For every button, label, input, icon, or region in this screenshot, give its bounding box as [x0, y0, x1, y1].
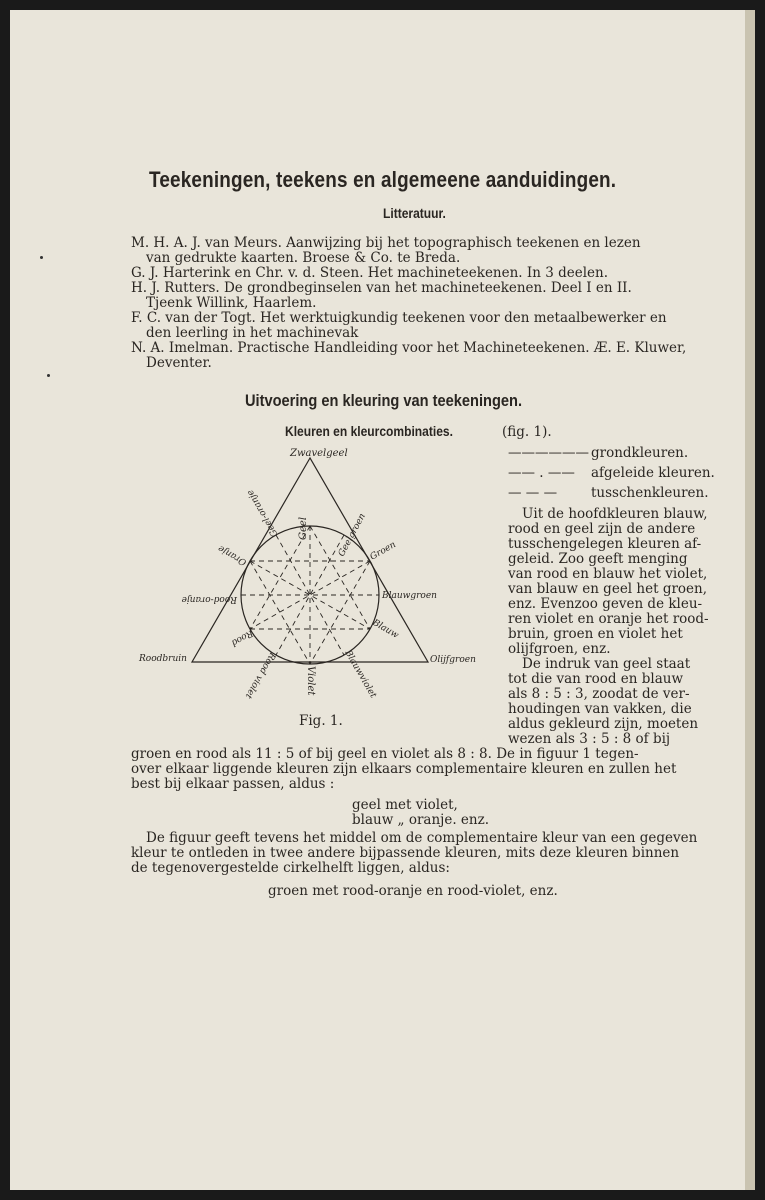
- legend-line-dashed: — — —: [508, 485, 558, 501]
- label-rood: Rood: [229, 627, 255, 648]
- label-geel: Geel: [298, 516, 309, 540]
- literature-line: H. J. Rutters. De grondbeginselen van het machineteekenen. Deel I en II.: [131, 280, 632, 296]
- side-line: houdingen van vakken, die: [508, 701, 692, 717]
- literature-line: Deventer.: [146, 355, 212, 371]
- pair-line: geel met violet,: [352, 797, 458, 813]
- literature-line: Tjeenk Willink, Haarlem.: [146, 295, 317, 311]
- label-geelgroen: Geelgroen: [336, 511, 368, 559]
- label-blauwviolet: Blauwviolet: [342, 648, 378, 700]
- literature-line: N. A. Imelman. Practische Handleiding voor het Machineteekenen. Æ. E. Kluwer,: [131, 340, 687, 356]
- literature-line: M. H. A. J. van Meurs. Aanwijzing bij het topographisch teekenen en lezen: [131, 235, 641, 251]
- closing-line: kleur te ontleden in twee andere bijpassende kleuren, mits deze kleuren binnen: [131, 845, 680, 861]
- literature-heading: Litteratuur.: [383, 205, 446, 221]
- label-oranje: Oranje: [216, 542, 249, 568]
- subsection-title: Kleuren en kleurcombinaties.: [285, 423, 453, 439]
- pair-line: blauw „ oranje. enz.: [352, 812, 490, 828]
- final-line: groen met rood-oranje en rood-violet, enz.: [268, 883, 558, 899]
- legend-label: tusschenkleuren.: [591, 485, 709, 501]
- side-line: geleid. Zoo geeft menging: [508, 551, 688, 567]
- label-blauwgroen: Blauwgroen: [382, 591, 437, 601]
- side-line: enz. Evenzoo geven de kleu-: [508, 596, 703, 612]
- side-line: olijfgroen, enz.: [508, 641, 611, 657]
- side-line: De indruk van geel staat: [522, 656, 691, 672]
- label-groen: Groen: [368, 539, 398, 563]
- closing-line: De figuur geeft tevens het middel om de complementaire kleur van een gegeven: [146, 830, 698, 846]
- margin-mark: [47, 374, 50, 377]
- side-line: Uit de hoofdkleuren blauw,: [522, 506, 708, 522]
- literature-line: den leerling in het machinevak: [146, 325, 359, 341]
- label-zwavelgeel: Zwavelgeel: [290, 448, 348, 459]
- figure-caption: Fig. 1.: [299, 713, 343, 729]
- side-line: bruin, groen en violet het: [508, 626, 683, 642]
- side-line: van blauw en geel het groen,: [508, 581, 708, 597]
- label-olijfgroen: Olijfgroen: [430, 655, 476, 665]
- side-line: van rood en blauw het violet,: [508, 566, 708, 582]
- page-title: Teekeningen, teekens en algemeene aanduidingen.: [149, 167, 617, 192]
- body-line: over elkaar liggende kleuren zijn elkaars complementaire kleuren en zullen het: [131, 761, 677, 777]
- body-line: best bij elkaar passen, aldus :: [131, 776, 335, 792]
- subsection-figure-ref: (fig. 1).: [502, 424, 552, 440]
- chord-line: [310, 526, 370, 629]
- literature-line: F. C. van der Togt. Het werktuigkundig teekenen voor den metaalbewerker en: [131, 310, 667, 326]
- side-line: tusschengelegen kleuren af-: [508, 536, 702, 552]
- page-edge: [745, 10, 755, 1190]
- legend-label: grondkleuren.: [591, 445, 689, 461]
- label-violet: Violet: [305, 666, 316, 696]
- label-geeloranje: Geel-oranje: [245, 487, 281, 539]
- side-line: wezen als 3 : 5 : 8 of bij: [508, 731, 671, 747]
- label-roodbruin: Roodbruin: [139, 654, 187, 664]
- body-line: [131, 747, 710, 762]
- chord-line: [250, 526, 310, 629]
- side-line: ren violet en oranje het rood-: [508, 611, 709, 627]
- closing-line: de tegenovergestelde cirkelhelft liggen, aldus:: [131, 860, 450, 876]
- literature-line: van gedrukte kaarten. Broese & Co. te Breda.: [146, 250, 461, 266]
- label-roodoranje: Rood-oranje: [181, 594, 237, 604]
- section-title: Uitvoering en kleuring van teekeningen.: [245, 391, 523, 410]
- side-line: als 8 : 5 : 3, zoodat de ver-: [508, 686, 690, 702]
- legend-line-solid: ——————: [508, 445, 589, 461]
- label-blauw: Blauw: [370, 617, 401, 641]
- legend-line-dashdot: —— . ——: [508, 465, 575, 481]
- side-line: rood en geel zijn de andere: [508, 521, 696, 537]
- literature-line: G. J. Harterink en Chr. v. d. Steen. Het machineteekenen. In 3 deelen.: [131, 265, 609, 281]
- side-line: tot die van rood en blauw: [508, 671, 684, 687]
- body-line-text: groen en rood als 11 : 5 of bij geel en violet als 8 : 8. De in figuur 1 tegen-: [131, 746, 639, 762]
- side-line: aldus gekleurd zijn, moeten: [508, 716, 699, 732]
- legend-label: afgeleide kleuren.: [591, 465, 715, 481]
- color-triangle-figure: [130, 440, 490, 710]
- label-roodviolet: Rood violet: [242, 650, 278, 701]
- margin-mark: [40, 256, 43, 259]
